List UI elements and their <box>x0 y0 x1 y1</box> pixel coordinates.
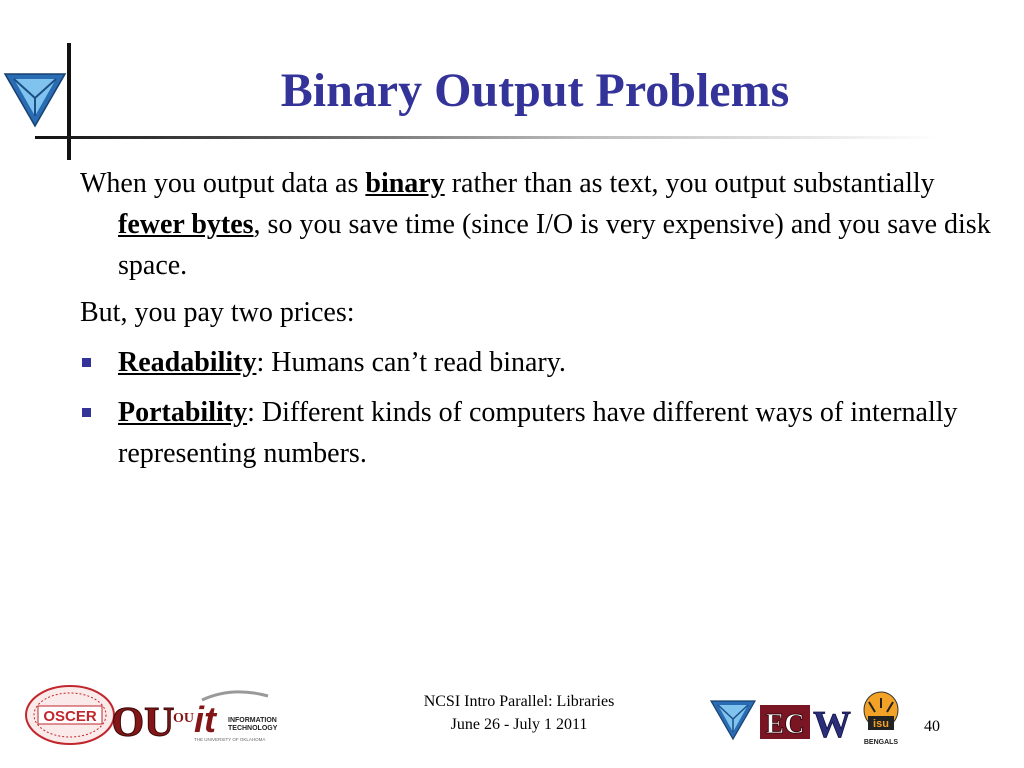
header-vertical-rule <box>67 43 71 160</box>
paragraph-text: When you output data as <box>80 168 366 199</box>
slide-title: Binary Output Problems <box>280 64 790 117</box>
paragraph-binary-output <box>80 163 998 286</box>
bullet-item-portability <box>80 392 998 474</box>
bullet-term: Portability <box>118 397 248 428</box>
footer-dates: June 26 - July 1 2011 <box>450 716 588 733</box>
page-number: 40 <box>924 718 940 735</box>
svg-text:isu: isu <box>873 718 889 730</box>
emphasis-binary: binary <box>365 168 445 199</box>
it-line-3: THE UNIVERSITY OF OKLAHOMA <box>194 737 266 742</box>
ou-logo <box>111 688 175 746</box>
it-line-1: INFORMATION <box>228 717 277 724</box>
it-wordmark: it <box>194 699 216 740</box>
paragraph-text: rather than as text, you output substantially <box>444 168 935 199</box>
isu-bengals-logo <box>860 688 902 750</box>
oscer-wordmark: OSCER <box>43 708 97 725</box>
oscer-logo <box>24 684 116 746</box>
footer-course-title: NCSI Intro Parallel: Libraries <box>423 693 615 710</box>
ncsi-logo <box>710 700 756 740</box>
bullet-text: : Humans can’t read binary. <box>256 347 566 378</box>
paragraph-two-prices: But, you pay two prices: <box>80 297 355 328</box>
ou-mini-wordmark: OU <box>173 711 194 726</box>
bullet-text: : Different kinds of computers have different ways of internally representing numbers. <box>118 397 958 469</box>
emphasis-fewer-bytes: fewer bytes <box>118 209 254 240</box>
footer-caption <box>380 690 658 736</box>
square-bullet-icon <box>82 358 91 367</box>
slide-logo <box>3 72 67 128</box>
bullet-item-readability <box>80 342 998 383</box>
ou-wordmark: OU <box>111 700 175 746</box>
ou-it-logo <box>172 688 288 744</box>
square-bullet-icon <box>82 408 91 417</box>
ecsu-logo <box>758 695 856 747</box>
paragraph-text: , so you save time (since I/O is very expensive) and you save disk space. <box>118 209 991 281</box>
svg-text:EC: EC <box>765 709 805 740</box>
bullet-term: Readability <box>118 347 257 378</box>
svg-text:W: W <box>813 704 851 746</box>
it-line-2: TECHNOLOGY <box>228 725 278 732</box>
header-horizontal-rule <box>35 136 940 139</box>
isu-caption: BENGALS <box>863 739 899 746</box>
